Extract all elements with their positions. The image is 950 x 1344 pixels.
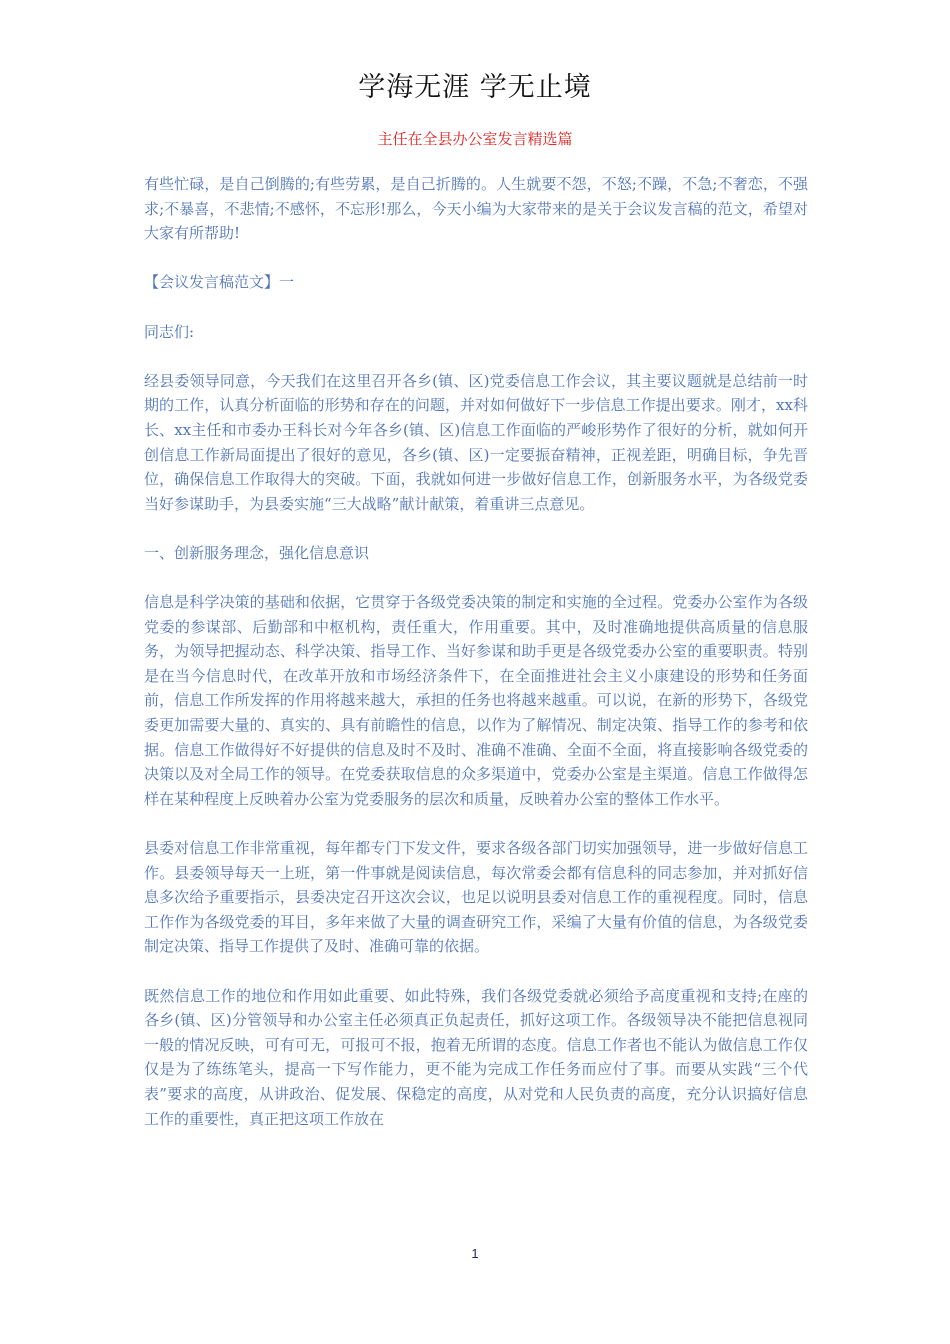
- paragraph-intro: 有些忙碌，是自己倒腾的;有些劳累，是自己折腾的。人生就要不怨，不怒;不躁，不急;不奢恋，不强求;不暴喜，不悲情;不感怀，不忘形!那么，今天小编为大家带来的是关于会议发言稿的范文，希望对大家有所帮助!: [144, 175, 808, 243]
- header-title: 学海无涯 学无止境: [358, 72, 592, 103]
- page-number: 1: [471, 1246, 479, 1261]
- paragraph-county-attention: 县委对信息工作非常重视，每年都专门下发文件，要求各级各部门切实加强领导，进一步做好信息工作。县委领导每天一上班，第一件事就是阅读信息，每次常委会都有信息科的同志参加，并对抓好信息多次给予重要指示，县委决定召开这次会议，也足以说明县委对信息工作的重视程度。同时，信息工作作为各级党委的耳目，多年来做了大量的调查研究工作，采编了大量有价值的信息，为各级党委制定决策、指导工作提供了及时、准确可靠的依据。: [144, 839, 808, 956]
- section-heading-one: 一、创新服务理念，强化信息意识: [144, 543, 370, 562]
- paragraph-opening: 经县委领导同意，今天我们在这里召开各乡(镇、区)党委信息工作会议，其主要议题就是总结前一时期的工作，认真分析面临的形势和存在的问题，并对如何做好下一步信息工作提出要求。刚才，xx科长、xx主任和市委办王科长对今年各乡(镇、区)信息工作面临的严峻形势作了很好的分析，就如何开创信息工作新局面提出了很好的意见，各乡(镇、区)一定要振奋精神，正视差距，明确目标，争先晋位，确保信息工作取得大的突破。下面，我就如何进一步做好信息工作，创新服务水平，为各级党委当好参谋助手，为县委实施“三大战略”献计献策，着重讲三点意见。: [144, 371, 808, 513]
- paragraph-importance: 信息是科学决策的基础和依据，它贯穿于各级党委决策的制定和实施的全过程。党委办公室作为各级党委的参谋部、后勤部和中枢机构，责任重大，作用重要。其中，及时准确地提供高质量的信息服务，为领导把握动态、科学决策、指导工作、当好参谋和助手更是各级党委办公室的重要职责。特别是在当今信息时代，在改革开放和市场经济条件下，在全面推进社会主义小康建设的形势和任务面前，信息工作所发挥的作用将越来越大，承担的任务也将越来越重。可以说，在新的形势下，各级党委更加需要大量的、真实的、具有前瞻性的信息，以作为了解情况、制定决策、指导工作的参考和依据。信息工作做得好不好提供的信息及时不及时、准确不准确、全面不全面，将直接影响各级党委的决策以及对全局工作的领导。在党委获取信息的众多渠道中，党委办公室是主渠道。信息工作做得怎样在某种程度上反映着办公室为党委服务的层次和质量，反映着办公室的整体工作水平。: [144, 593, 808, 808]
- document-subtitle: 主任在全县办公室发言精选篇: [377, 130, 573, 148]
- document-body: [144, 172, 808, 1156]
- section-heading-sample-one: 【会议发言稿范文】一: [144, 273, 295, 292]
- paragraph-salutation: 同志们:: [144, 322, 195, 341]
- paragraph-requirements: 既然信息工作的地位和作用如此重要、如此特殊，我们各级党委就必须给予高度重视和支持;在座的各乡(镇、区)分管领导和办公室主任必须真正负起责任，抓好这项工作。各级领导决不能把信息视同一般的情况反映，可有可无，可报可不报，抱着无所谓的态度。信息工作者也不能认为做信息工作仅仅是为了练练笔头，提高一下写作能力，更不能为完成工作任务而应付了事。而要从实践“三个代表”要求的高度，从讲政治、促发展、保稳定的高度，从对党和人民负责的高度，充分认识搞好信息工作的重要性，真正把这项工作放在: [144, 986, 808, 1128]
